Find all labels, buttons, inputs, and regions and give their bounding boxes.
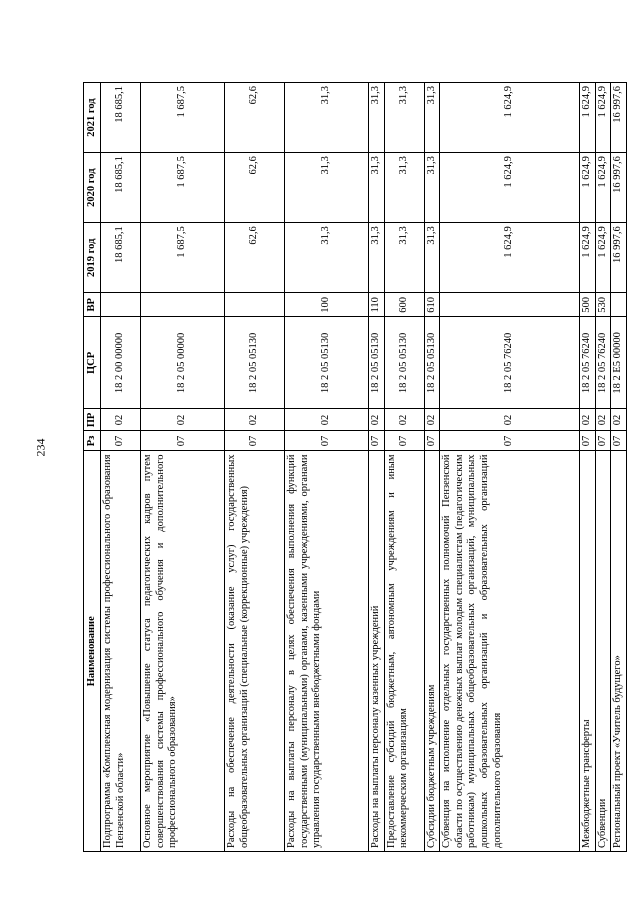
row-pr: 02 bbox=[595, 409, 611, 431]
row-pr: 02 bbox=[611, 409, 627, 431]
row-rz: 07 bbox=[424, 431, 440, 451]
page-number: 234 bbox=[33, 438, 48, 457]
row-2020: 1 624,9 bbox=[595, 153, 611, 223]
header-2021: 2021 год bbox=[84, 83, 101, 153]
row-2019: 1 624,9 bbox=[440, 223, 580, 293]
row-vr: 500 bbox=[580, 293, 596, 317]
row-name: Основное мероприятие «Повышение статуса педагогических кадров путем совершенствования системы профессионального обучения и дополнительного профессионального образования» bbox=[141, 451, 225, 852]
table-row bbox=[580, 83, 596, 852]
table-row bbox=[424, 83, 440, 852]
table-row bbox=[611, 83, 627, 852]
row-vr bbox=[440, 293, 580, 317]
table-row bbox=[225, 83, 285, 852]
header-2019: 2019 год bbox=[84, 223, 101, 293]
row-2021: 62,6 bbox=[225, 83, 285, 153]
row-name: Расходы на обеспечение деятельности (оказание услуг) государственных общеобразовательных организаций (специальные (коррекционные) учреждения) bbox=[225, 451, 285, 852]
row-pr: 02 bbox=[440, 409, 580, 431]
row-2019: 62,6 bbox=[225, 223, 285, 293]
row-csr: 18 2 05 76240 bbox=[580, 317, 596, 409]
row-csr: 18 2 05 00000 bbox=[141, 317, 225, 409]
row-rz: 07 bbox=[595, 431, 611, 451]
row-2019: 1 624,9 bbox=[580, 223, 596, 293]
row-2021: 1 624,9 bbox=[580, 83, 596, 153]
table-header-row bbox=[84, 83, 101, 852]
row-name: Межбюджетные трансферты bbox=[580, 451, 596, 852]
row-2020: 31,3 bbox=[369, 153, 385, 223]
row-rz: 07 bbox=[384, 431, 424, 451]
row-csr: 18 2 05 76240 bbox=[595, 317, 611, 409]
table-row bbox=[440, 83, 580, 852]
row-2019: 16 997,6 bbox=[611, 223, 627, 293]
row-rz: 07 bbox=[580, 431, 596, 451]
row-name: Предоставление субсидий бюджетным, автономным учреждениям и иным некоммерческим организациям bbox=[384, 451, 424, 852]
row-name: Субвенции bbox=[595, 451, 611, 852]
header-2020: 2020 год bbox=[84, 153, 101, 223]
row-2021: 31,3 bbox=[424, 83, 440, 153]
row-2020: 16 997,6 bbox=[611, 153, 627, 223]
row-vr bbox=[611, 293, 627, 317]
row-2019: 31,3 bbox=[424, 223, 440, 293]
row-2021: 31,3 bbox=[384, 83, 424, 153]
row-2020: 1 624,9 bbox=[580, 153, 596, 223]
row-pr: 02 bbox=[424, 409, 440, 431]
row-vr: 610 bbox=[424, 293, 440, 317]
row-name: Субсидии бюджетным учреждениям bbox=[424, 451, 440, 852]
row-2020: 18 685,1 bbox=[101, 153, 141, 223]
header-vr: ВР bbox=[84, 293, 101, 317]
row-csr: 18 2 05 05130 bbox=[225, 317, 285, 409]
row-pr: 02 bbox=[101, 409, 141, 431]
row-pr: 02 bbox=[384, 409, 424, 431]
row-2021: 1 624,9 bbox=[595, 83, 611, 153]
row-csr: 18 2 05 05130 bbox=[424, 317, 440, 409]
row-vr: 110 bbox=[369, 293, 385, 317]
header-rz: Рз bbox=[84, 431, 101, 451]
row-2019: 31,3 bbox=[369, 223, 385, 293]
row-2020: 1 687,5 bbox=[141, 153, 225, 223]
row-pr: 02 bbox=[285, 409, 369, 431]
header-pr: ПР bbox=[84, 409, 101, 431]
row-vr: 530 bbox=[595, 293, 611, 317]
row-rz: 07 bbox=[369, 431, 385, 451]
row-2021: 31,3 bbox=[369, 83, 385, 153]
row-vr bbox=[225, 293, 285, 317]
rotated-table-container bbox=[83, 82, 624, 852]
row-rz: 07 bbox=[141, 431, 225, 451]
row-vr bbox=[101, 293, 141, 317]
row-csr: 18 2 05 05130 bbox=[369, 317, 385, 409]
row-2021: 1 687,5 bbox=[141, 83, 225, 153]
row-name: Расходы на выплаты персоналу в целях обеспечения выполнения функций государственными (муниципальными) органами, казенными учреждениями, органами управления государственными внебюджетными фондами bbox=[285, 451, 369, 852]
row-2021: 16 997,6 bbox=[611, 83, 627, 153]
row-pr: 02 bbox=[141, 409, 225, 431]
table-row bbox=[595, 83, 611, 852]
row-2019: 18 685,1 bbox=[101, 223, 141, 293]
row-rz: 07 bbox=[225, 431, 285, 451]
table-row bbox=[101, 83, 141, 852]
row-2019: 1 687,5 bbox=[141, 223, 225, 293]
row-vr: 600 bbox=[384, 293, 424, 317]
header-name: Наименование bbox=[84, 451, 101, 852]
table-row bbox=[384, 83, 424, 852]
row-vr bbox=[141, 293, 225, 317]
row-csr: 18 2 E5 00000 bbox=[611, 317, 627, 409]
row-csr: 18 2 00 00000 bbox=[101, 317, 141, 409]
row-name: Расходы на выплаты персоналу казенных учреждений bbox=[369, 451, 385, 852]
row-2020: 31,3 bbox=[384, 153, 424, 223]
row-2019: 31,3 bbox=[384, 223, 424, 293]
row-name: Региональный проект «Учитель будущего» bbox=[611, 451, 627, 852]
row-2021: 18 685,1 bbox=[101, 83, 141, 153]
row-2020: 1 624,9 bbox=[440, 153, 580, 223]
row-pr: 02 bbox=[369, 409, 385, 431]
table-row bbox=[369, 83, 385, 852]
row-2020: 31,3 bbox=[424, 153, 440, 223]
row-pr: 02 bbox=[225, 409, 285, 431]
row-csr: 18 2 05 05130 bbox=[384, 317, 424, 409]
table-row bbox=[141, 83, 225, 852]
row-2020: 31,3 bbox=[285, 153, 369, 223]
row-2021: 1 624,9 bbox=[440, 83, 580, 153]
table-row bbox=[285, 83, 369, 852]
row-csr: 18 2 05 76240 bbox=[440, 317, 580, 409]
row-name: Подпрограмма «Комплексная модернизация системы профессионального образования Пензенской области» bbox=[101, 451, 141, 852]
budget-table bbox=[83, 82, 627, 852]
row-pr: 02 bbox=[580, 409, 596, 431]
row-2019: 31,3 bbox=[285, 223, 369, 293]
row-vr: 100 bbox=[285, 293, 369, 317]
row-rz: 07 bbox=[440, 431, 580, 451]
row-rz: 07 bbox=[101, 431, 141, 451]
row-csr: 18 2 05 05130 bbox=[285, 317, 369, 409]
row-2019: 1 624,9 bbox=[595, 223, 611, 293]
row-2020: 62,6 bbox=[225, 153, 285, 223]
row-rz: 07 bbox=[611, 431, 627, 451]
row-name: Субвенция на исполнение отдельных государственных полномочий Пензенской области по осуществлению денежных выплат молодым специалистам (педагогическим работникам) муниципальных общеобразовательных организаций, муниципальных дошкольных образовательных организаций и образовательных организаций дополнительного образования bbox=[440, 451, 580, 852]
row-2021: 31,3 bbox=[285, 83, 369, 153]
row-rz: 07 bbox=[285, 431, 369, 451]
header-csr: ЦСР bbox=[84, 317, 101, 409]
